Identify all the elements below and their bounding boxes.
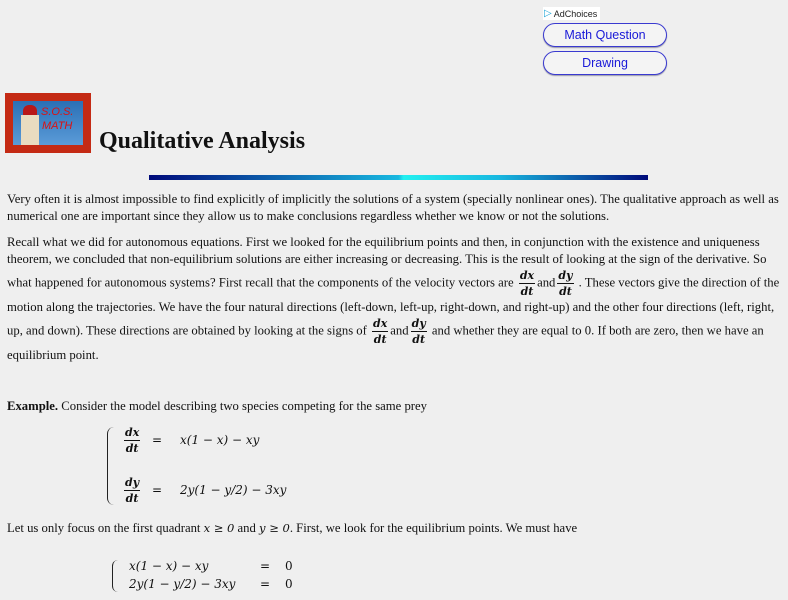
fraction-dx-dt: $\frac{dx}{dt}$	[519, 269, 535, 298]
ode-system: $\frac{dx}{dt}$ = x(1 − x) − xy $\frac{dy}{dt}$ = 2y(1 − y/2) − 3xy	[105, 425, 405, 507]
equilibrium-system: x(1 − x) − xy = 0 2y(1 − y/2) − 3xy = 0	[112, 558, 312, 598]
adchoices-label: AdChoices	[553, 8, 598, 19]
autonomous-paragraph: Recall what we did for autonomous equations. First we looked for the equilibrium points and then, in conjunction with the existence and uniqueness theorem, we concluded that non-equilibrium solutions are either increasing or decreasing. This is the result of looking at the sign of the derivative. So what happened for autonomous systems? First recall that the components of the velocity vectors are $\frac{dx}{dt}$ and $\frac{dy}{dt}$ . These vectors give the direction of the motion along the trajectories. We have the four natural directions (left-down, left-up, right-down, and right-up) and the other four directions (left, right, up, and down). These directions are obtained by looking at the signs of $\frac{dx}{dt}$ and $\frac{dy}{dt}$ and whether they are equal to 0. If both are zero, then we have an equilibrium point.	[7, 235, 780, 362]
equation-1-rhs: x(1 − x) − xy	[180, 433, 260, 447]
article-body	[7, 191, 782, 373]
divider	[149, 175, 648, 180]
drawing-button[interactable]: Drawing	[543, 51, 667, 75]
adchoices-badge[interactable]	[543, 7, 600, 20]
left-brace	[107, 427, 114, 505]
sos-math-logo[interactable]: S.O.S. MATH	[5, 93, 91, 153]
left-brace	[112, 560, 118, 592]
quadrant-paragraph: Let us only focus on the first quadrant x ≥ 0 and y ≥ 0. First, we look for the equilibrium points. We must have	[7, 521, 578, 535]
adchoices-icon: ▷	[544, 8, 552, 19]
example-line: Example. Consider the model describing two species competing for the same prey	[7, 399, 428, 413]
page-title: Qualitative Analysis	[99, 128, 306, 154]
fraction-dx-dt: $\frac{dx}{dt}$	[373, 317, 388, 346]
fraction-dx-dt: $\frac{dx}{dt}$	[125, 426, 140, 455]
fraction-dy-dt: $\frac{dy}{dt}$	[125, 476, 140, 505]
fraction-dy-dt: $\frac{dy}{dt}$	[558, 269, 573, 298]
intro-paragraph: Very often it is almost impossible to find explicitly of implicitly the solutions of a system (specially nonlinear ones). The qualitative approach as well as numerical one are important since they allow us to make conclusions regardless whether we know or not the solutions.	[7, 192, 779, 223]
fraction-dy-dt: $\frac{dy}{dt}$	[411, 317, 426, 346]
lighthouse-icon	[21, 115, 39, 145]
math-question-button[interactable]: Math Question	[543, 23, 667, 47]
equation-2-rhs: 2y(1 − y/2) − 3xy	[180, 483, 287, 497]
